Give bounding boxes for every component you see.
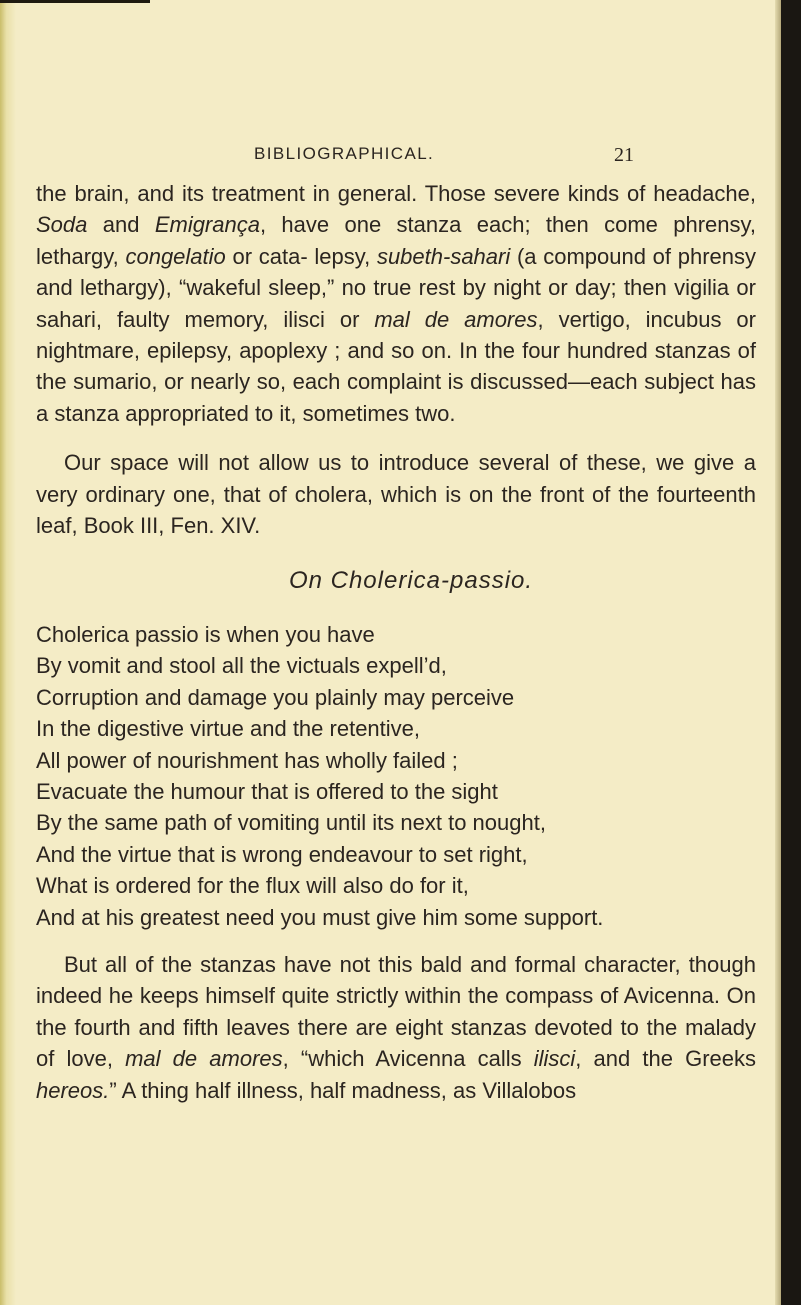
text-line: and <box>87 212 155 238</box>
paragraph-2 <box>36 447 756 541</box>
text-line: ” A thing half illness, half madness, as Villalobos <box>109 1077 577 1103</box>
text-italic: Emigrança <box>154 212 260 238</box>
text-line: on. In the four hundred stanzas of the sumario, or nearly <box>36 338 756 395</box>
verse-line: What is ordered for the flux will also do for it, <box>36 873 469 899</box>
paragraph-gap <box>36 429 756 447</box>
text-line: within the compass of Avicenna. On the fourth and fifth <box>36 983 756 1040</box>
verse-line: And at his greatest need you must give him some support. <box>36 904 604 930</box>
text-italic: subeth-sahari <box>376 243 511 269</box>
verse-line: By vomit and stool all the victuals expell’d, <box>36 653 447 679</box>
page-number: 21 <box>614 144 634 166</box>
verse-line: In the digestive virtue and the retentive, <box>36 716 421 742</box>
text-line: each; then come phrensy, lethargy, <box>36 212 756 269</box>
poem-title: On Cholerica-passio. <box>288 567 534 595</box>
text-line: the front of the fourteenth leaf, Book III, Fen. XIV. <box>36 481 756 539</box>
text-line: the brain, and its treatment in general. Those severe <box>36 181 560 206</box>
text-line: or cata- <box>225 243 308 269</box>
text-line: we give a very ordinary one, that of cholera, which is on <box>36 450 756 507</box>
text-line: “wakeful sleep,” no true rest by night or day; then <box>179 275 667 301</box>
page-top-edge <box>0 0 150 3</box>
text-line: Our space will not allow us to introduce several of these, <box>64 450 647 476</box>
running-head: BIBLIOGRAPHICAL. <box>254 144 435 163</box>
text-italic: mal de amores <box>125 1046 283 1072</box>
text-line: kinds of headache, <box>567 181 756 206</box>
text-italic: congelatio <box>125 243 226 269</box>
text-line: vertigo, incubus or nightmare, epilepsy, apoplexy ; and so <box>36 306 756 364</box>
text-line: lepsy, <box>314 243 377 269</box>
body-text <box>36 178 756 1106</box>
paragraph-1 <box>36 178 756 429</box>
text-line: But all of the stanzas have not this bald and formal <box>64 951 577 977</box>
verse-line: Cholerica passio is when you have <box>36 621 375 647</box>
text-line: , “which Avicenna calls <box>282 1046 534 1072</box>
text-italic: hereos. <box>36 1077 110 1103</box>
text-line: , <box>537 306 544 332</box>
verse-line: Evacuate the humour that is offered to the sight <box>36 778 498 804</box>
text-line: vigilia or sahari, faulty memory, ilisci or <box>36 275 756 332</box>
page-header <box>254 142 634 168</box>
text-line: character, though indeed he keeps himself quite strictly <box>36 951 756 1009</box>
page-left-edge <box>0 0 16 1305</box>
paragraph-3 <box>36 949 756 1106</box>
text-line: appropriated to it, sometimes two. <box>125 400 456 426</box>
text-italic: mal de amores <box>374 306 538 332</box>
text-line: (a compound of phrensy and lethargy), <box>36 243 756 301</box>
verse-line: By the same path of vomiting until its next to nought, <box>36 810 546 836</box>
verse-line: And the virtue that is wrong endeavour to set right, <box>36 841 528 867</box>
text-line: , and the Greeks <box>575 1046 756 1072</box>
text-line: leaves there are eight stanzas devoted to the malady of love, <box>36 1014 756 1072</box>
text-line: , have one stanza <box>259 212 462 238</box>
text-italic: Soda <box>36 212 88 238</box>
verse-line: All power of nourishment has wholly failed ; <box>36 747 458 773</box>
text-italic: ilisci <box>533 1046 576 1072</box>
verse-line: Corruption and damage you plainly may perceive <box>36 684 515 710</box>
book-binding <box>781 0 801 1305</box>
text-line: so, each complaint is discussed—each subject has a stanza <box>36 369 756 426</box>
poem-verses <box>36 619 756 933</box>
